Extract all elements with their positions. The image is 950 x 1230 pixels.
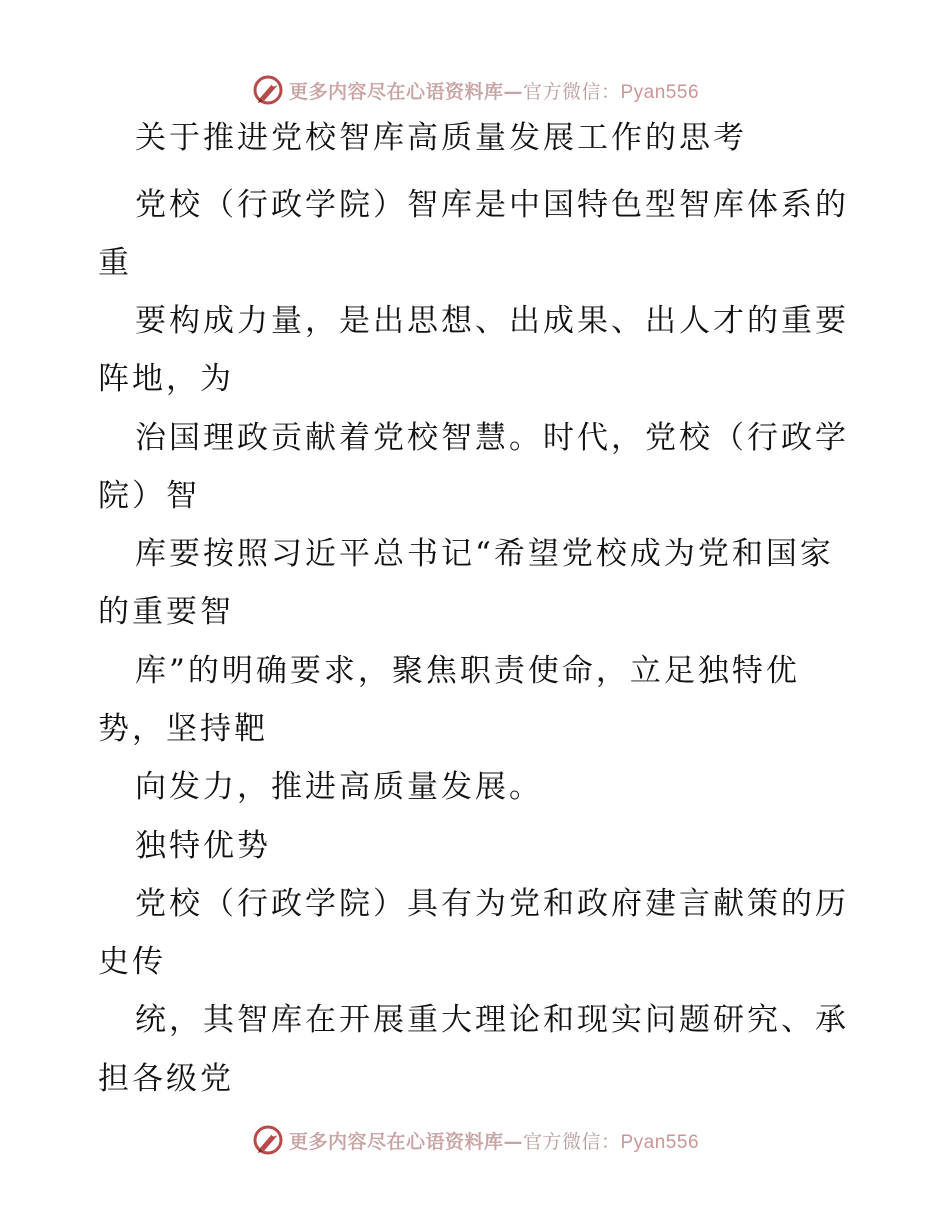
paragraph-line: 统，其智库在开展重大理论和现实问题研究、承	[135, 1002, 849, 1038]
paragraph-line: 院）智	[98, 478, 200, 514]
paragraph-line: 党校（行政学院）智库是中国特色型智库体系的	[135, 187, 849, 223]
watermark-text	[289, 77, 699, 104]
pen-logo-icon	[251, 73, 285, 107]
paragraph-line: 的重要智	[98, 594, 234, 630]
paragraph-line: 要构成力量，是出思想、出成果、出人才的重要	[135, 303, 849, 339]
pen-logo-icon	[251, 1123, 285, 1157]
watermark-account: Pyan556	[620, 81, 700, 103]
watermark-main: 更多内容尽在心语资料库	[288, 1130, 504, 1153]
paragraph-line: 担各级党	[98, 1061, 234, 1097]
watermark-dash: —	[503, 80, 523, 103]
section-heading: 独特优势	[135, 828, 271, 864]
watermark-text	[289, 1127, 699, 1154]
watermark-account: Pyan556	[620, 1131, 700, 1153]
watermark-dash: —	[503, 1130, 523, 1153]
paragraph-line: 治国理政贡献着党校智慧。时代，党校（行政学	[135, 420, 849, 456]
paragraph-line: 阵地，为	[98, 361, 234, 397]
paragraph-line: 库”的明确要求，聚焦职责使命，立足独特优	[135, 653, 800, 689]
paragraph-line: 库要按照习近平总书记“希望党校成为党和国家	[135, 536, 834, 572]
watermark-label: 官方微信：	[522, 1130, 621, 1153]
watermark-main: 更多内容尽在心语资料库	[288, 80, 504, 103]
footer-watermark	[0, 1120, 950, 1160]
document-title: 关于推进党校智库高质量发展工作的思考	[135, 120, 747, 156]
paragraph-line: 重	[98, 245, 132, 281]
paragraph-line: 向发力，推进高质量发展。	[135, 769, 543, 805]
paragraph-line: 史传	[98, 944, 166, 980]
watermark-label: 官方微信：	[522, 80, 621, 103]
paragraph-line: 党校（行政学院）具有为党和政府建言献策的历	[135, 886, 849, 922]
paragraph-line: 势，坚持靶	[98, 711, 268, 747]
header-watermark	[0, 70, 950, 110]
